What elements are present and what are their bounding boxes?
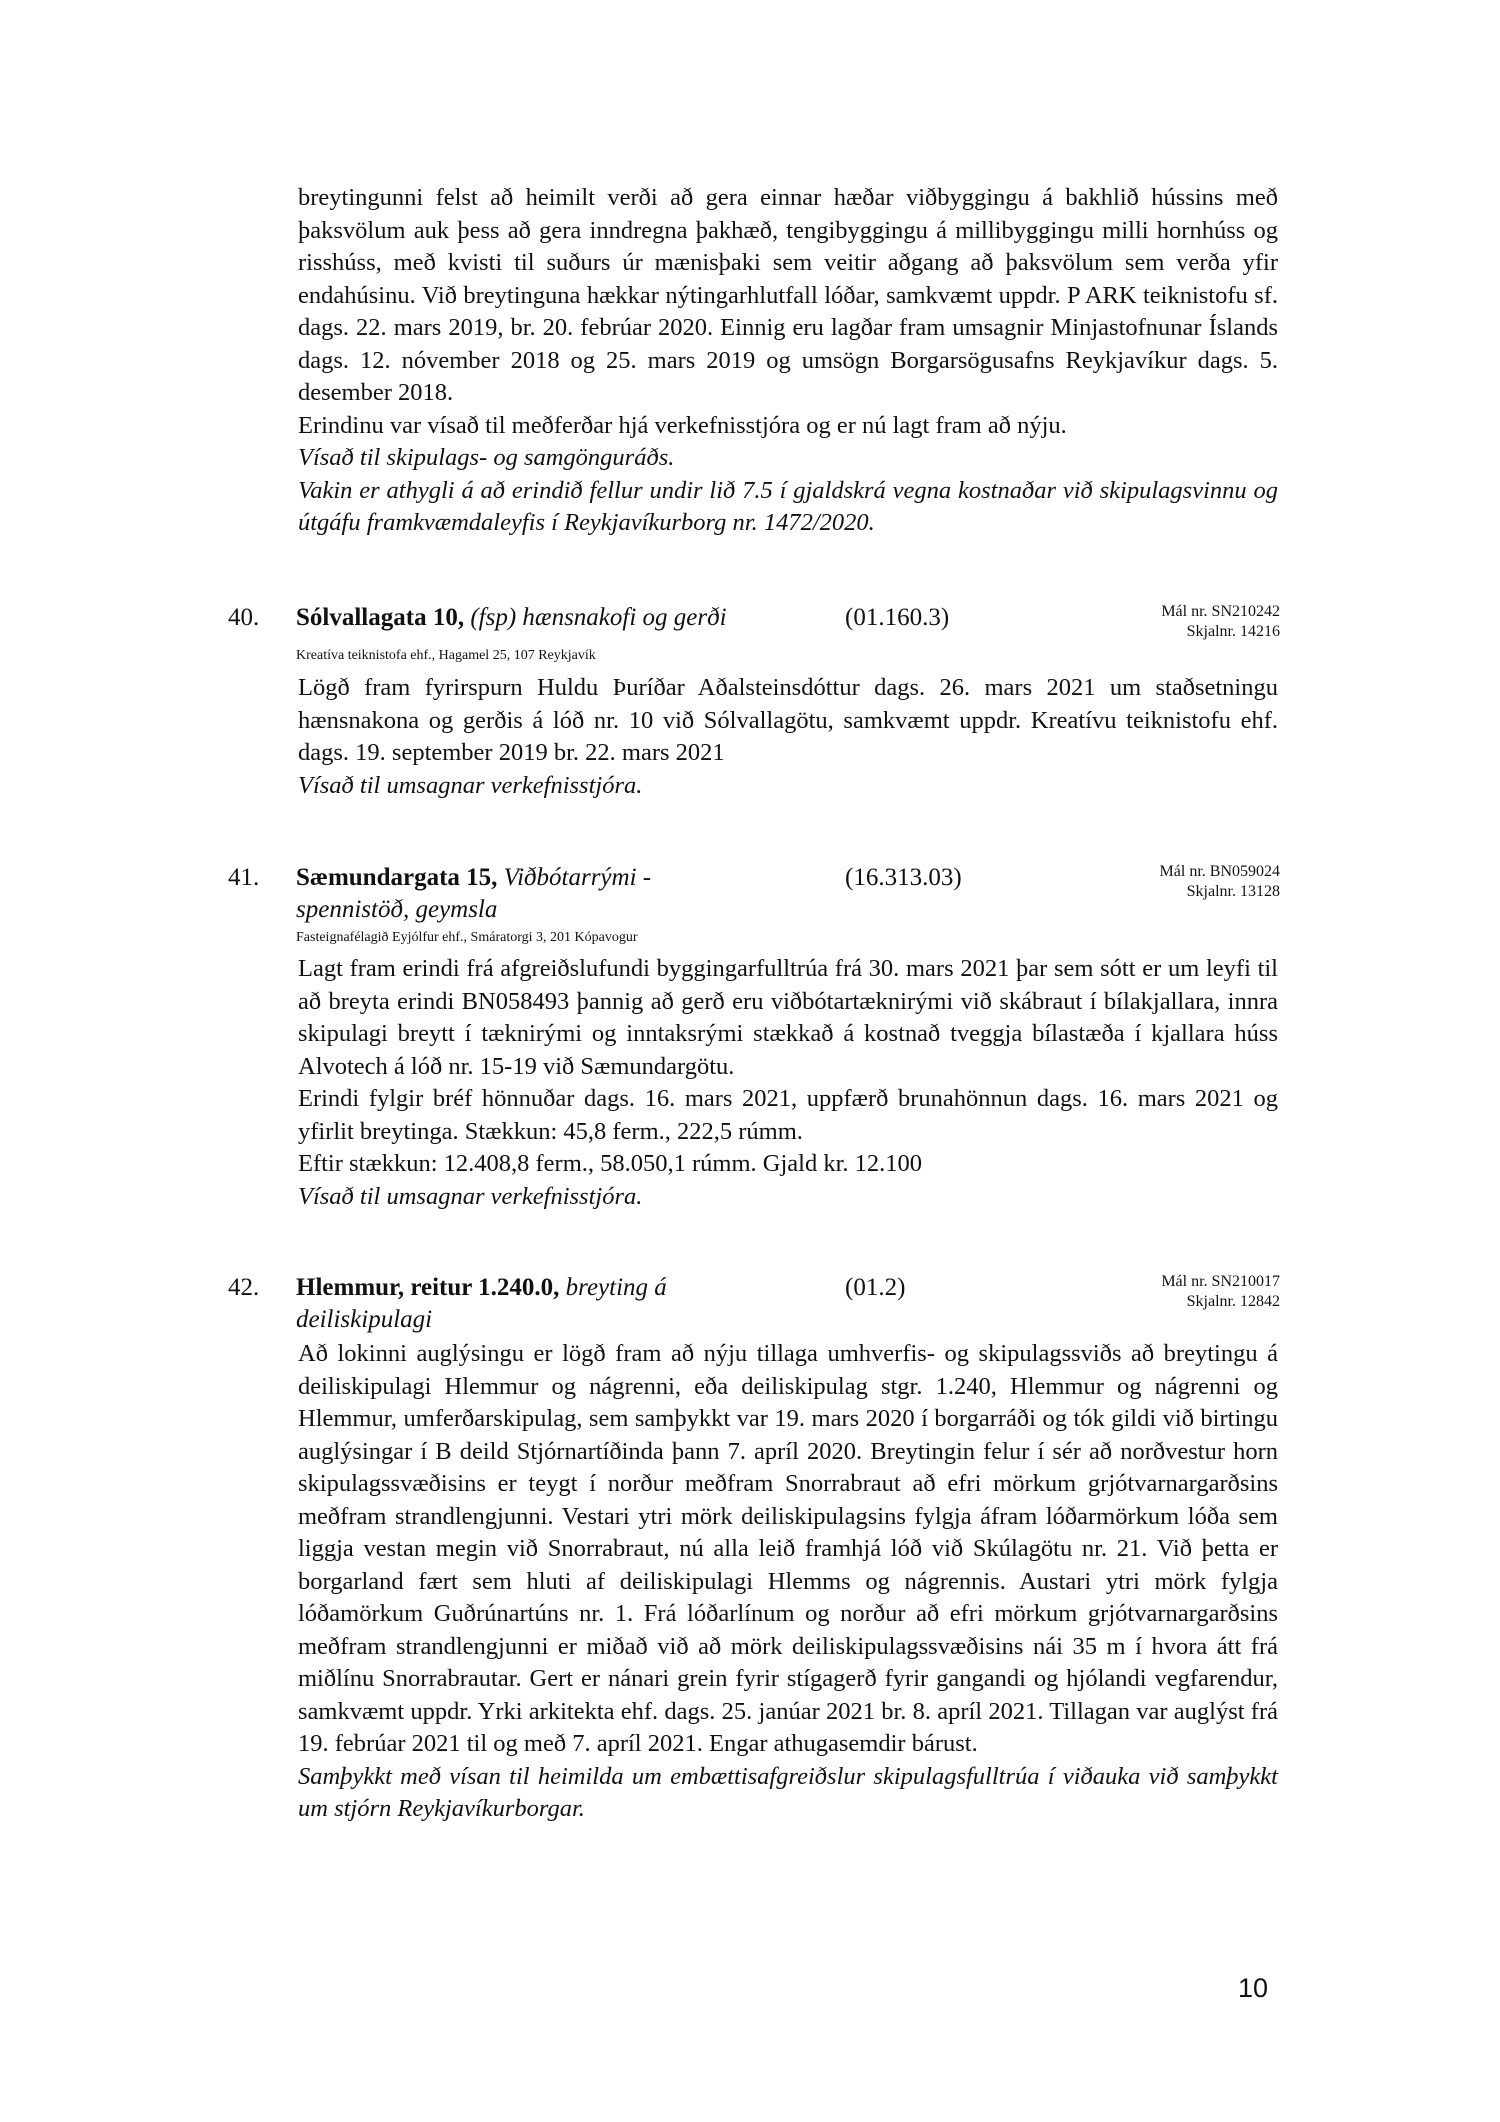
- agenda-item-41-header: [228, 862, 1280, 945]
- document-number: Skjalnr. 14216: [1186, 623, 1280, 640]
- intro-decision: Vísað til skipulags- og samgönguráðs.: [298, 444, 675, 471]
- item-title: [296, 602, 826, 634]
- item-name: Sólvallagata 10,: [296, 604, 465, 631]
- item-applicant: Kreatíva teiknistofa ehf., Hagamel 25, 107 Reykjavík: [296, 648, 596, 663]
- intro-section: [298, 182, 1278, 540]
- item-body: Að lokinni auglýsingu er lögð fram að nýju tillaga umhverfis- og skipulagssviðs að breytingu á deiliskipulagi Hlemmur og nágrenni, eða deiliskipulag stgr. 1.240, Hlemmur og nágrenni og Hlemmur, umferðarskipulag, sem samþykkt var 19. mars 2020 í borgarráði og tók gildi við birtingu auglýsingar í B deild Stjórnartíðinda þann 7. apríl 2020. Breytingin felur í sér að norðvestur horn skipulagssvæðisins er teygt í norður meðfram Snorrabraut að efri mörkum grjótvarnargarðsins meðfram strandlengjunni. Vestari ytri mörk deiliskipulagsins fylgja áfram lóðarmörkum lóða sem liggja vestan megin við Snorrabraut, nú alla leið framhjá lóð við Skúlagötu nr. 21. Við þetta er borgarland fært sem hluti af deiliskipulagi Hlemms og nágrennis. Austari ytri mörk fylgja lóðamörkum Guðrúnartúns nr. 1. Frá lóðarlínum og norður að efri mörkum grjótvarnargarðsins meðfram strandlengjunni er miðað við að mörk deiliskipulagssvæðisins nái 35 m í hvora átt frá miðlínu Snorrabrautar. Gert er nánari grein fyrir stígagerð fyrir gangandi og hjólandi vegfarendur, samkvæmt uppdr. Yrki arkitekta ehf. dags. 25. janúar 2021 br. 8. apríl 2021. Tillagan var auglýst frá 19. febrúar 2021 til og með 7. apríl 2021. Engar athugasemdir bárust.: [298, 1340, 1278, 1757]
- item-decision: Vísað til umsagnar verkefnisstjóra.: [298, 1182, 643, 1210]
- item-number: 40.: [228, 604, 260, 631]
- case-numbers: [1161, 602, 1280, 642]
- item-decision: Vísað til umsagnar verkefnisstjóra.: [298, 771, 643, 799]
- case-number: Mál nr. SN210017: [1161, 1273, 1280, 1290]
- item-code: (01.160.3): [845, 604, 950, 631]
- item-number: 41.: [228, 864, 260, 891]
- case-numbers: [1160, 862, 1280, 902]
- intro-paragraph: breytingunni felst að heimilt verði að gera einnar hæðar viðbyggingu á bakhlið hússins með þaksvölum auk þess að gera inndregna þakhæð, tengibyggingu á millibyggingu milli hornhúss og risshúss, með kvisti til suðurs úr mænisþaki sem veitir aðgang að þaksvölum sem verða yfir endahúsinu. Við breytinguna hækkar nýtingarhlutfall lóðar, samkvæmt uppdr. P ARK teiknistofu sf. dags. 22. mars 2019, br. 20. febrúar 2020. Einnig eru lagðar fram umsagnir Minjastofnunar Íslands dags. 12. nóvember 2018 og 25. mars 2019 og umsögn Borgarsögusafns Reykjavíkur dags. 5. desember 2018.: [298, 184, 1278, 406]
- intro-note: Vakin er athygli á að erindið fellur undir lið 7.5 í gjaldskrá vegna kostnaðar við skipulagsvinnu og útgáfu framkvæmdaleyfis í Reykjavíkurborg nr. 1472/2020.: [298, 476, 1278, 536]
- item-name: Hlemmur, reitur 1.240.0,: [296, 1274, 560, 1301]
- item-body-totals: Eftir stækkun: 12.408,8 ferm., 58.050,1 rúmm. Gjald kr. 12.100: [298, 1150, 923, 1177]
- item-code: (16.313.03): [845, 864, 962, 891]
- item-applicant: Fasteignafélagið Eyjólfur ehf., Smáratorgi 3, 201 Kópavogur: [296, 930, 638, 945]
- document-number: Skjalnr. 13128: [1186, 883, 1280, 900]
- item-decision: Samþykkt með vísan til heimilda um embættisafgreiðslur skipulagsfulltrúa í viðauka við samþykkt um stjórn Reykjavíkurborgar.: [298, 1762, 1278, 1822]
- document-number: Skjalnr. 12842: [1186, 1293, 1280, 1310]
- item-subject: breyting á deiliskipulagi: [296, 1274, 667, 1333]
- agenda-item-41-body: [298, 953, 1278, 1213]
- agenda-item-42-body: [298, 1338, 1278, 1826]
- item-code: (01.2): [845, 1274, 906, 1301]
- item-name: Sæmundargata 15,: [296, 864, 498, 891]
- agenda-item-42-header: [228, 1272, 1280, 1342]
- agenda-item-40-header: [228, 602, 1280, 672]
- page-number: 10: [1238, 1973, 1269, 2003]
- item-number: 42.: [228, 1274, 260, 1301]
- item-body-attachments: Erindi fylgir bréf hönnuðar dags. 16. mars 2021, uppfærð brunahönnun dags. 16. mars 2021 og yfirlit breytinga. Stækkun: 45,8 ferm., 222,5 rúmm.: [298, 1085, 1278, 1145]
- item-subject: Viðbótarrými - spennistöð, geymsla: [296, 864, 652, 923]
- item-title: [296, 1272, 736, 1336]
- item-body: Lagt fram erindi frá afgreiðslufundi byggingarfulltrúa frá 30. mars 2021 þar sem sótt er um leyfi til að breyta erindi BN058493 þannig að gerð eru viðbótartæknirými við skábraut í bílakjallara, innra skipulagi breytt í tæknirými og inntaksrými stækkað á kostnað tveggja bílastæða í kjallara húss Alvotech á lóð nr. 15-19 við Sæmundargötu.: [298, 955, 1278, 1080]
- case-number: Mál nr. BN059024: [1159, 863, 1280, 880]
- case-numbers: [1161, 1272, 1280, 1312]
- item-title: [296, 862, 736, 926]
- case-number: Mál nr. SN210242: [1161, 603, 1280, 620]
- agenda-item-40-body: [298, 672, 1278, 802]
- item-body: Lögð fram fyrirspurn Huldu Þuríðar Aðalsteinsdóttur dags. 26. mars 2021 um staðsetningu hænsnakona og gerðis á lóð nr. 10 við Sólvallagötu, samkvæmt uppdr. Kreatívu teiknistofu ehf. dags. 19. september 2019 br. 22. mars 2021: [298, 674, 1278, 766]
- item-subject: (fsp) hænsnakofi og gerði: [470, 604, 727, 631]
- intro-line: Erindinu var vísað til meðferðar hjá verkefnisstjóra og er nú lagt fram að nýju.: [298, 411, 1067, 439]
